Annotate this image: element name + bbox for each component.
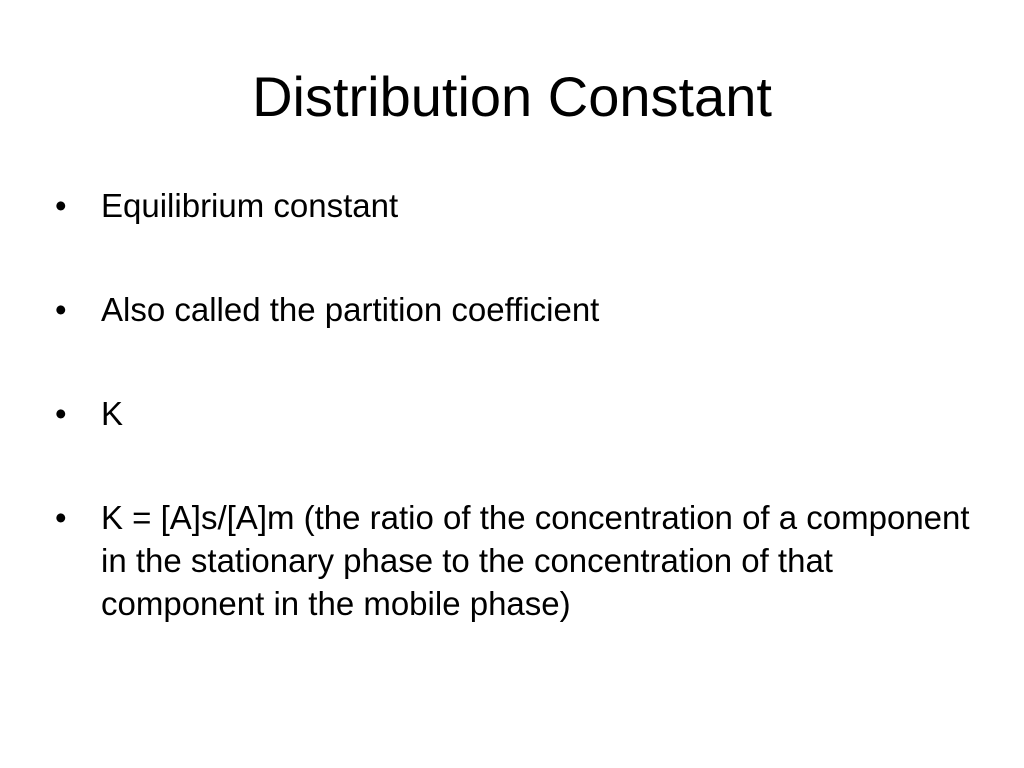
bullet-marker: •: [55, 187, 67, 224]
bullet-marker: •: [55, 395, 67, 432]
bullet-text: Also called the partition coefficient: [101, 291, 600, 328]
bullet-marker: •: [55, 291, 67, 328]
bullet-item: [55, 184, 985, 227]
bullet-text: K = [A]s/[A]m (the ratio of the concentration of a component in the stationary phase to the concentration of that component in the mobile phase): [101, 499, 970, 622]
bullet-list: [55, 184, 985, 686]
bullet-text: K: [101, 395, 124, 432]
bullet-marker: •: [55, 499, 67, 536]
bullet-item: [55, 392, 985, 435]
bullet-item: [55, 288, 985, 331]
bullet-text: Equilibrium constant: [101, 187, 399, 224]
slide-title: Distribution Constant: [252, 65, 772, 128]
bullet-item: [55, 496, 985, 625]
